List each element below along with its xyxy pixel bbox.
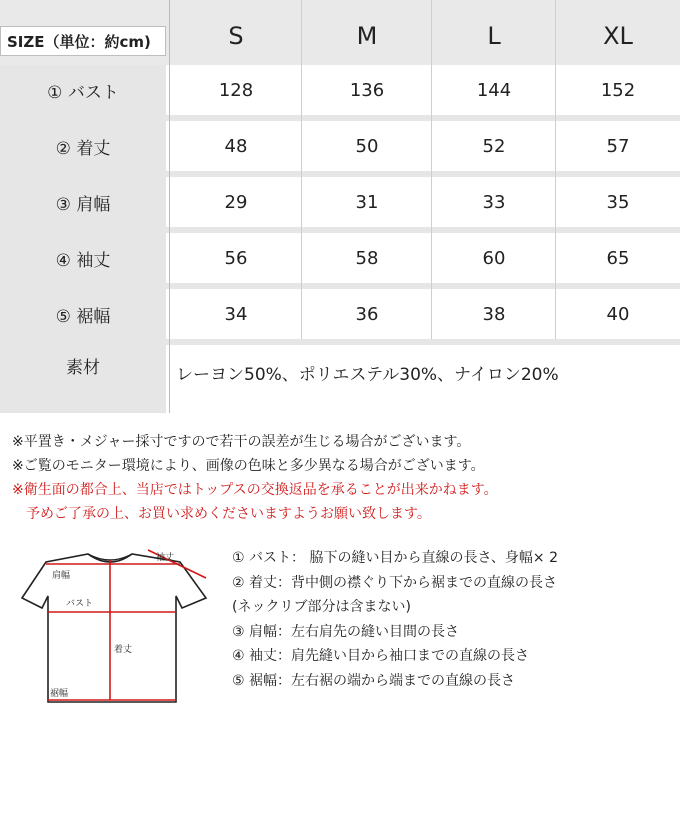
- table-cell: 38: [482, 303, 506, 325]
- table-cell: 29: [224, 191, 248, 213]
- row-label-shoulder: ③ 肩幅: [0, 177, 166, 227]
- size-header-m: M: [356, 22, 378, 50]
- table-cell: 48: [224, 135, 248, 157]
- table-cell: 57: [606, 135, 630, 157]
- table-cell: 144: [476, 79, 512, 101]
- row-label-hem: ⑤ 裾幅: [0, 289, 166, 339]
- diagram-label-sleeve: 袖丈: [156, 553, 175, 563]
- table-cell: 31: [355, 191, 379, 213]
- table-cell: 34: [224, 303, 248, 325]
- diagram-label-hem: 裾幅: [50, 689, 69, 699]
- size-header-s: S: [228, 22, 244, 50]
- tshirt-outline-icon: [18, 548, 218, 718]
- legend-line: ④ 袖丈：肩先縫い目から袖口までの直線の長さ: [232, 648, 529, 664]
- table-cell: 152: [600, 79, 636, 101]
- note-line-warning: ※衛生面の都合上、当店ではトップスの交換返品を承ることが出来かねます。: [12, 482, 498, 498]
- tshirt-diagram: [18, 548, 218, 718]
- table-cell: 36: [355, 303, 379, 325]
- size-header-l: L: [487, 22, 501, 50]
- size-header-xl: XL: [603, 22, 633, 50]
- note-line-warning: 予めご了承の上、お買い求めくださいますようお願い致します。: [12, 506, 431, 522]
- legend-line: (ネックリブ部分は含まない): [232, 599, 411, 615]
- legend-line: ⑤ 裾幅：左右裾の端から端までの直線の長さ: [232, 672, 515, 689]
- table-cell: 35: [606, 191, 630, 213]
- table-cell: 52: [482, 135, 506, 157]
- table-cell: 128: [218, 79, 254, 101]
- table-cell: 56: [224, 247, 248, 269]
- material-value: レーヨン50%、ポリエステル30%、ナイロン20%: [176, 365, 559, 385]
- table-cell: 50: [355, 135, 379, 157]
- legend-line: ② 着丈：背中側の襟ぐり下から裾までの直線の長さ: [232, 574, 557, 591]
- legend-line: ① バスト： 脇下の縫い目から直線の長さ、身幅× 2: [232, 550, 558, 566]
- table-cell: 65: [606, 247, 630, 269]
- table-cell: 40: [606, 303, 630, 325]
- material-label: 素材: [66, 357, 100, 378]
- diagram-label-length: 着丈: [114, 645, 133, 655]
- row-label-sleeve: ④ 袖丈: [0, 233, 166, 283]
- table-cell: 136: [349, 79, 385, 101]
- measurement-legend: [232, 546, 558, 693]
- notes: [12, 430, 498, 526]
- table-cell: 60: [482, 247, 506, 269]
- note-line: ※平置き・メジャー採寸ですので若干の誤差が生じる場合がございます。: [12, 434, 471, 450]
- row-label-length: ② 着丈: [0, 121, 166, 171]
- note-line: ※ご覧のモニター環境により、画像の色味と多少異なる場合がございます。: [12, 458, 485, 474]
- legend-line: ③ 肩幅：左右肩先の縫い目間の長さ: [232, 623, 460, 640]
- table-cell: 58: [355, 247, 379, 269]
- size-unit-label: SIZE（単位：約cm): [0, 26, 166, 56]
- diagram-label-shoulder: 肩幅: [52, 571, 71, 581]
- table-cell: 33: [482, 191, 506, 213]
- row-label-bust: ① バスト: [0, 65, 166, 115]
- diagram-label-bust: バスト: [66, 599, 94, 609]
